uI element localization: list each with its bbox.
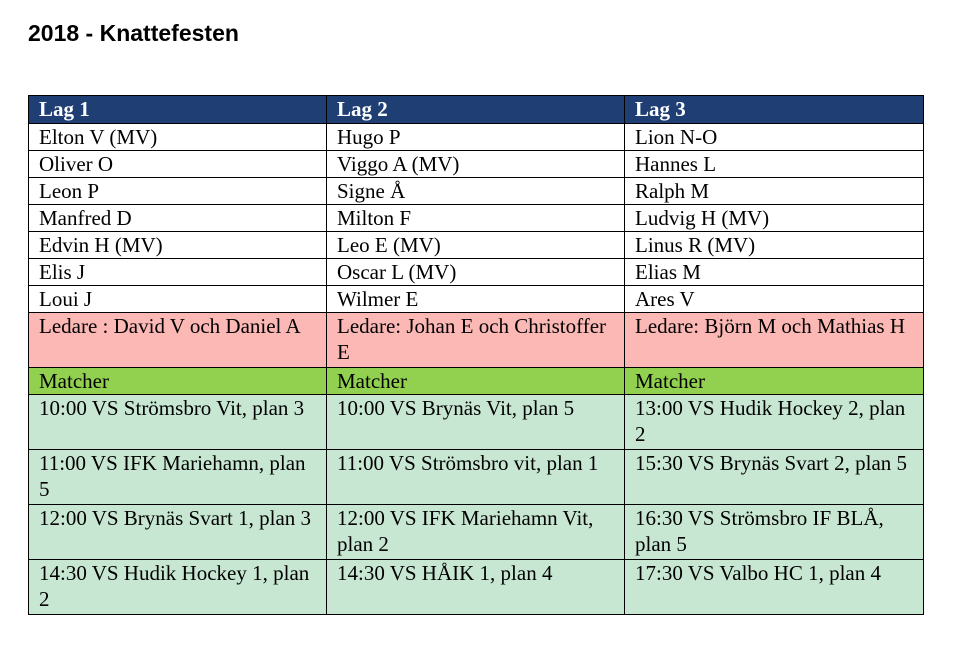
player-cell: Ludvig H (MV): [625, 205, 924, 232]
player-cell: Milton F: [327, 205, 625, 232]
player-cell: Leo E (MV): [327, 232, 625, 259]
player-cell: Elias M: [625, 259, 924, 286]
page-title: 2018 - Knattefesten: [28, 20, 239, 46]
player-cell: Ralph M: [625, 178, 924, 205]
matches-header-row: [29, 368, 924, 395]
match-cell: 11:00 VS Strömsbro vit, plan 1: [327, 450, 625, 505]
match-cell: 10:00 VS Brynäs Vit, plan 5: [327, 395, 625, 450]
player-cell: Oliver O: [29, 151, 327, 178]
player-cell: Elton V (MV): [29, 124, 327, 151]
matches-label: Matcher: [625, 368, 924, 395]
player-cell: Loui J: [29, 286, 327, 313]
player-cell: Viggo A (MV): [327, 151, 625, 178]
leader-cell: Ledare: Björn M och Mathias H: [625, 313, 924, 368]
player-cell: Hugo P: [327, 124, 625, 151]
leaders-row: [29, 313, 924, 368]
player-cell: Linus R (MV): [625, 232, 924, 259]
player-cell: Signe Å: [327, 178, 625, 205]
player-cell: Manfred D: [29, 205, 327, 232]
player-row: [29, 124, 924, 151]
team-table: [28, 95, 924, 615]
player-cell: Wilmer E: [327, 286, 625, 313]
player-cell: Oscar L (MV): [327, 259, 625, 286]
player-row: [29, 259, 924, 286]
column-header-team-1: Lag 1: [29, 96, 327, 124]
match-row: [29, 505, 924, 560]
match-cell: 12:00 VS Brynäs Svart 1, plan 3: [29, 505, 327, 560]
match-cell: 11:00 VS IFK Mariehamn, plan 5: [29, 450, 327, 505]
player-cell: Edvin H (MV): [29, 232, 327, 259]
column-header-team-3: Lag 3: [625, 96, 924, 124]
matches-label: Matcher: [29, 368, 327, 395]
matches-label: Matcher: [327, 368, 625, 395]
match-cell: 10:00 VS Strömsbro Vit, plan 3: [29, 395, 327, 450]
leader-cell: Ledare: Johan E och Christoffer E: [327, 313, 625, 368]
player-cell: Hannes L: [625, 151, 924, 178]
match-cell: 15:30 VS Brynäs Svart 2, plan 5: [625, 450, 924, 505]
match-cell: 12:00 VS IFK Mariehamn Vit, plan 2: [327, 505, 625, 560]
player-row: [29, 286, 924, 313]
player-cell: Leon P: [29, 178, 327, 205]
match-row: [29, 560, 924, 615]
match-cell: 16:30 VS Strömsbro IF BLÅ, plan 5: [625, 505, 924, 560]
match-cell: 14:30 VS Hudik Hockey 1, plan 2: [29, 560, 327, 615]
player-row: [29, 178, 924, 205]
player-row: [29, 151, 924, 178]
match-cell: 14:30 VS HÅIK 1, plan 4: [327, 560, 625, 615]
match-cell: 17:30 VS Valbo HC 1, plan 4: [625, 560, 924, 615]
column-header-team-2: Lag 2: [327, 96, 625, 124]
match-cell: 13:00 VS Hudik Hockey 2, plan 2: [625, 395, 924, 450]
player-row: [29, 205, 924, 232]
match-row: [29, 450, 924, 505]
player-cell: Ares V: [625, 286, 924, 313]
player-row: [29, 232, 924, 259]
leader-cell: Ledare : David V och Daniel A: [29, 313, 327, 368]
match-row: [29, 395, 924, 450]
header-row: [29, 96, 924, 124]
player-cell: Lion N-O: [625, 124, 924, 151]
player-cell: Elis J: [29, 259, 327, 286]
